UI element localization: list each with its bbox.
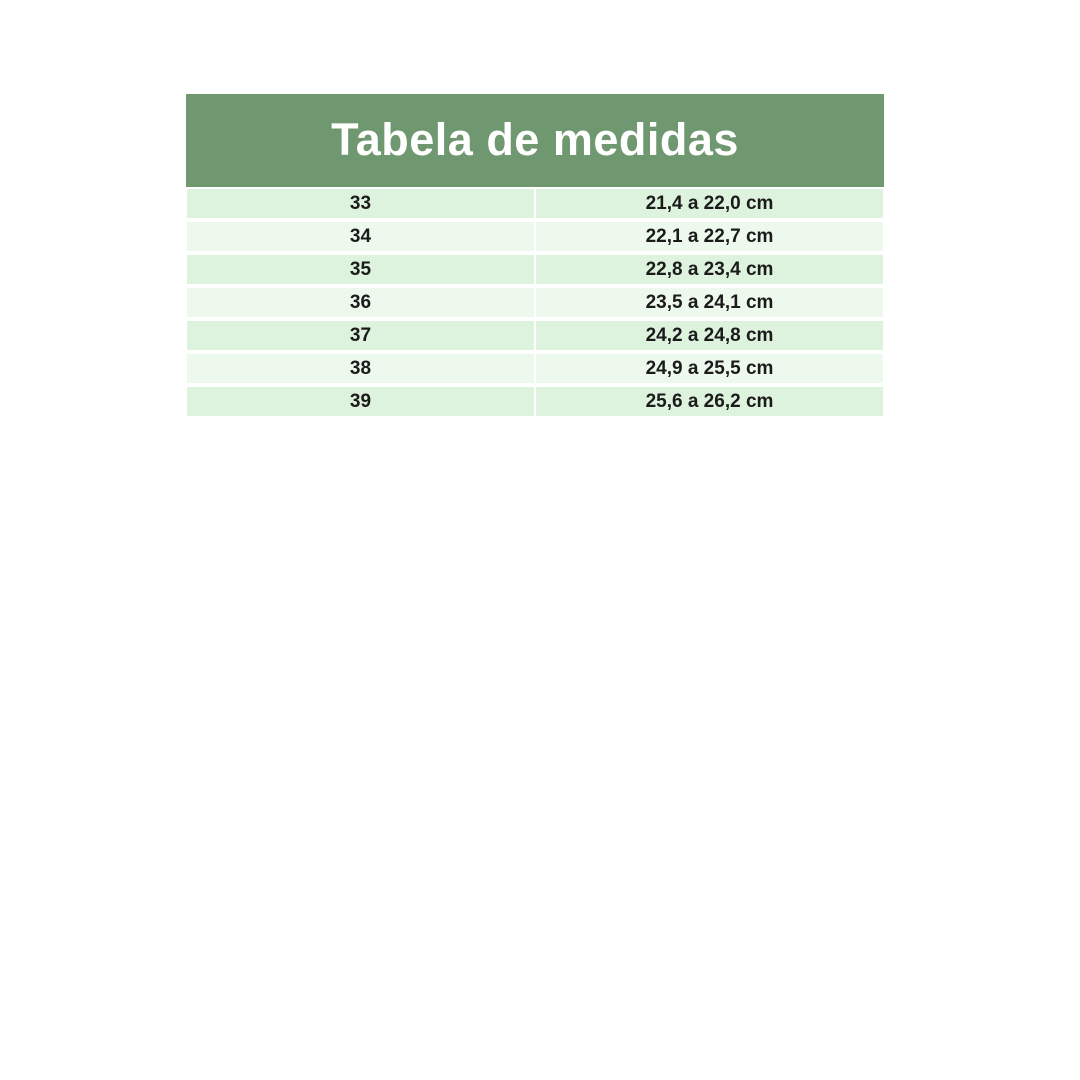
page-title: Tabela de medidas: [186, 94, 884, 187]
table-cell-size: [186, 253, 535, 286]
table-header-row: [186, 94, 884, 187]
table-cell-measure: [535, 253, 884, 286]
measure-value: 23,5 a 24,1 cm: [536, 288, 883, 317]
table-row: [186, 187, 884, 220]
size-value: 36: [187, 288, 534, 317]
table-cell-size: [186, 286, 535, 319]
table-row: [186, 352, 884, 385]
size-value: 39: [187, 387, 534, 416]
table-row: [186, 286, 884, 319]
table-cell-size: [186, 385, 535, 418]
measure-value: 25,6 a 26,2 cm: [536, 387, 883, 416]
table-body: [186, 187, 884, 418]
size-value: 34: [187, 222, 534, 251]
table-cell-size: [186, 220, 535, 253]
table-cell-size: [186, 319, 535, 352]
measure-value: 22,1 a 22,7 cm: [536, 222, 883, 251]
table-head: [186, 94, 884, 187]
table-row: [186, 319, 884, 352]
table-cell-measure: [535, 352, 884, 385]
table-row: [186, 220, 884, 253]
table-cell-size: [186, 187, 535, 220]
measure-value: 21,4 a 22,0 cm: [536, 189, 883, 218]
table-cell-size: [186, 352, 535, 385]
size-value: 35: [187, 255, 534, 284]
measure-value: 24,2 a 24,8 cm: [536, 321, 883, 350]
size-value: 33: [187, 189, 534, 218]
measure-value: 24,9 a 25,5 cm: [536, 354, 883, 383]
table-cell-measure: [535, 286, 884, 319]
size-chart-table: [186, 94, 884, 418]
table-cell-measure: [535, 220, 884, 253]
size-value: 38: [187, 354, 534, 383]
size-value: 37: [187, 321, 534, 350]
table-cell-measure: [535, 385, 884, 418]
table-cell-measure: [535, 319, 884, 352]
measure-value: 22,8 a 23,4 cm: [536, 255, 883, 284]
table-row: [186, 253, 884, 286]
table-row: [186, 385, 884, 418]
table-cell-measure: [535, 187, 884, 220]
